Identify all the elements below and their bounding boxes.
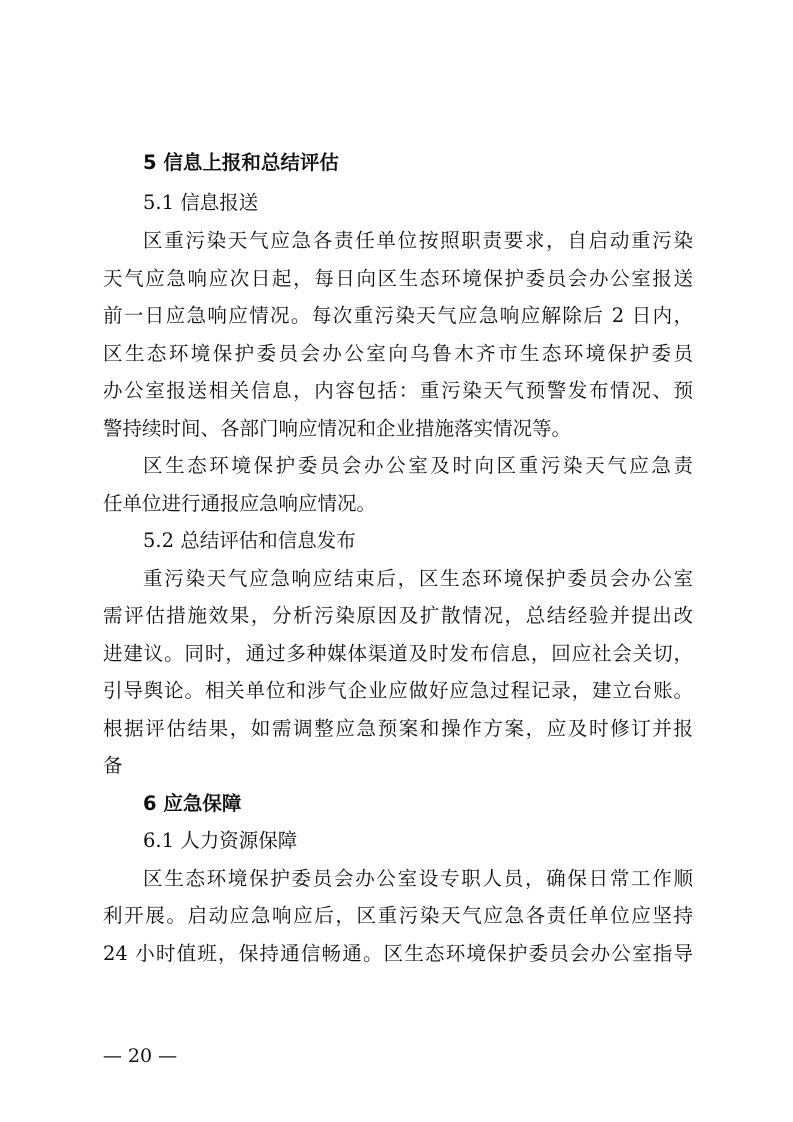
paragraph-line: 24 小时值班，保持通信畅通。区生态环境保护委员会办公室指导 [103,942,693,965]
paragraph-line: 区生态环境保护委员会办公室及时向区重污染天气应急责 [143,454,693,477]
paragraph-line: 备 [103,754,123,777]
paragraph-line: 进建议。同时，通过多种媒体渠道及时发布信息，回应社会关切， [103,642,693,665]
paragraph-line: 引导舆论。相关单位和涉气企业应做好应急过程记录，建立台账。 [103,679,693,702]
paragraph-line: 区重污染天气应急各责任单位按照职责要求，自启动重污染 [143,229,693,252]
section-6-heading: 6 应急保障 [143,792,242,815]
section-5-2-heading: 5.2 总结评估和信息发布 [143,529,356,552]
paragraph-line: 办公室报送相关信息，内容包括：重污染天气预警发布情况、预 [103,379,693,402]
section-5-heading: 5 信息上报和总结评估 [143,151,339,174]
page-number: — 20 — [102,1045,178,1067]
paragraph-line: 前一日应急响应情况。每次重污染天气应急响应解除后 2 日内， [103,304,693,327]
paragraph-line: 需评估措施效果，分析污染原因及扩散情况，总结经验并提出改 [103,604,693,627]
paragraph-line: 区生态环境保护委员会办公室向乌鲁木齐市生态环境保护委员 [103,342,693,365]
paragraph-line: 根据评估结果，如需调整应急预案和操作方案，应及时修订并报 [103,717,693,740]
paragraph-line: 重污染天气应急响应结束后，区生态环境保护委员会办公室 [143,567,693,590]
paragraph-line: 区生态环境保护委员会办公室设专职人员，确保日常工作顺 [143,867,693,890]
paragraph-line: 天气应急响应次日起，每日向区生态环境保护委员会办公室报送 [103,267,693,290]
paragraph-line: 利开展。启动应急响应后，区重污染天气应急各责任单位应坚持 [103,904,693,927]
paragraph-line: 任单位进行通报应急响应情况。 [103,492,377,515]
section-5-1-heading: 5.1 信息报送 [143,191,259,214]
section-6-1-heading: 6.1 人力资源保障 [143,829,298,852]
paragraph-line: 警持续时间、各部门响应情况和企业措施落实情况等。 [103,417,572,440]
